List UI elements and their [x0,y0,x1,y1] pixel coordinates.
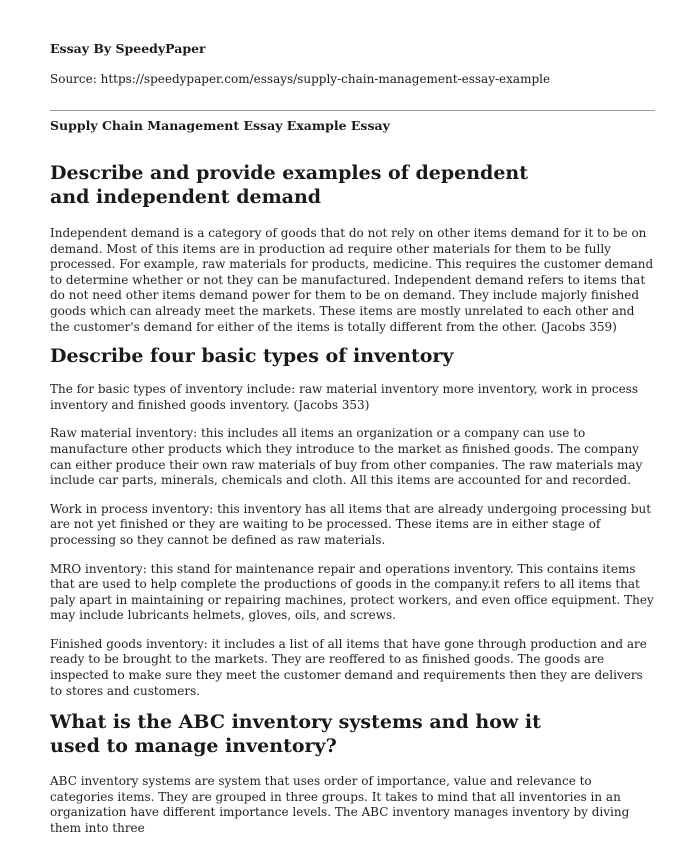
section-heading: Describe and provide examples of dependent and independent demand [50,162,529,208]
header-divider [50,110,655,111]
source-line: Source: https://speedypaper.com/essays/supply-chain-management-essay-example [50,72,551,86]
paragraph: Work in process inventory: this inventory has all items that are already undergoing processing but are not yet finished or they are waiting to be processed. These items are in either stage of processing so they cannot be defined as raw materials. [50,501,652,547]
paragraph: MRO inventory: this stand for maintenance repair and operations inventory. This contains items that are used to help complete the productions of goods in the company.it refers to all items that paly apart in maintaining or repairing machines, protect workers, and even office equipment. They may include lubricants helmets, gloves, oils, and screws. [50,561,654,623]
essay-title: Supply Chain Management Essay Example Essay [50,118,390,133]
paragraph: Finished goods inventory: it includes a list of all items that have gone through production and are ready to be brought to the markets. They are reoffered to as finished goods. The goods are inspected to make sure they meet the customer demand and requirements then they are delivers to stores and customers. [50,636,647,698]
paragraph: Independent demand is a category of goods that do not rely on other items demand for it to be on demand. Most of this items are in production ad require other materials for them to be fully processed. For example, raw materials for products, medicine. This requires the customer demand to determine whether or not they can be manufactured. Independent demand refers to items that do not need other items demand power for them to be on demand. They include majorly finished goods which can already meet the markets. These items are mostly unrelated to each other and the customer's demand for either of the items is totally different from the other. (Jacobs 359) [50,226,654,334]
brand-title: Essay By SpeedyPaper [50,41,206,56]
section-heading: Describe four basic types of inventory [50,345,454,368]
paragraph: Raw material inventory: this includes all items an organization or a company can use to manufacture other products which they introduce to the market as finished goods. The company can either produce their own raw materials of buy from other companies. The raw materials may include car parts, minerals, chemicals and cloth. All this items are accounted for and recorded. [50,426,643,488]
section-heading: What is the ABC inventory systems and how it used to manage inventory? [50,711,541,758]
paragraph: ABC inventory systems are system that uses order of importance, value and relevance to categories items. They are grouped in three groups. It takes to mind that all inventories in an organization have different importance levels. The ABC inventory manages inventory by diving them into three [50,774,630,836]
paragraph: The for basic types of inventory include: raw material inventory more inventory, work in process inventory and finished goods inventory. (Jacobs 353) [50,382,638,412]
document-page [50,40,655,837]
